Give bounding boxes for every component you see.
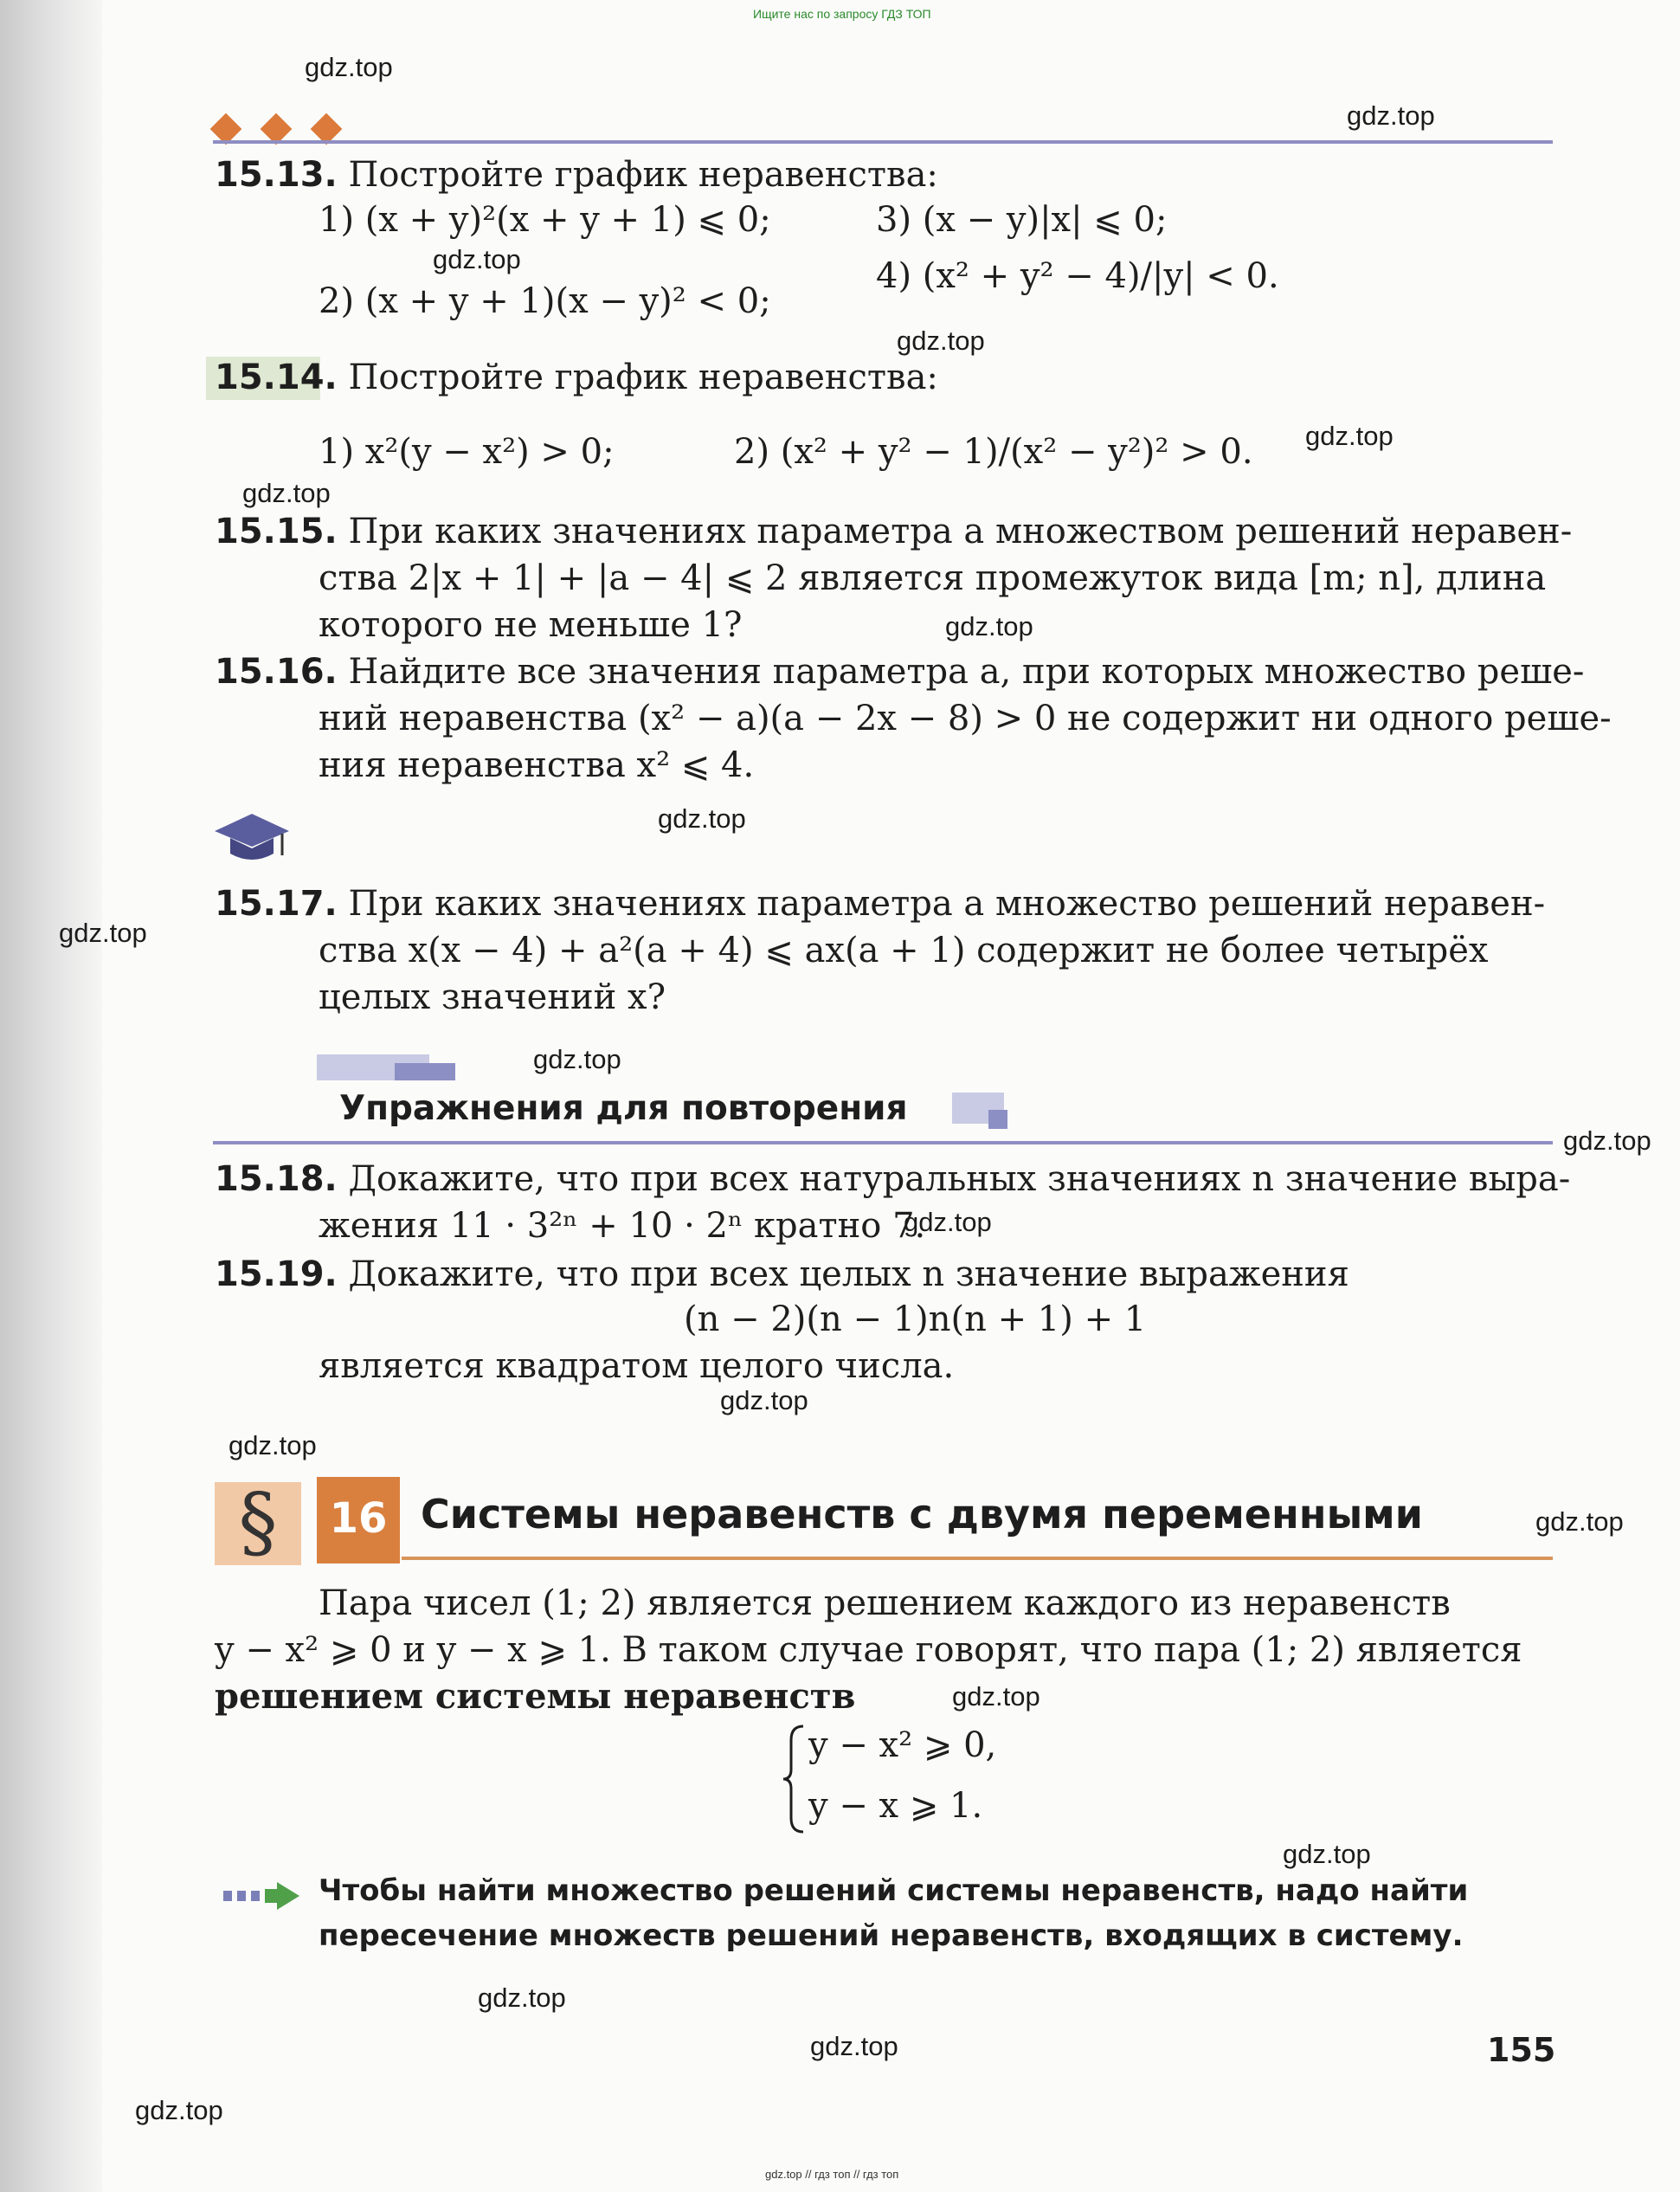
problem-15-13-item-2: 2) (x + y + 1)(x − y)² < 0; <box>319 281 771 321</box>
watermark: gdz.top <box>533 1044 621 1074</box>
heading-decor <box>988 1110 1007 1129</box>
watermark: gdz.top <box>433 244 521 274</box>
review-rule <box>213 1141 1553 1144</box>
watermark: gdz.top <box>135 2095 223 2125</box>
problem-15-19-formula: (n − 2)(n − 1)n(n + 1) + 1 <box>684 1299 1147 1339</box>
system-inequality-2: y − x ⩾ 1. <box>808 1786 983 1826</box>
watermark: gdz.top <box>945 611 1033 641</box>
problem-15-13-item-4: 4) (x² + y² − 4)/|y| < 0. <box>876 256 1279 296</box>
watermark: gdz.top <box>229 1430 317 1460</box>
problem-15-17-line-3: целых значений x? <box>319 977 666 1017</box>
problem-15-17-line-1: 15.17. При каких значениях параметра a множество решений неравен- <box>215 884 1546 924</box>
watermark: gdz.top <box>810 2031 898 2061</box>
section-paragraph-line-2: y − x² ⩾ 0 и y − x ⩾ 1. В таком случае говорят, что пара (1; 2) является <box>215 1630 1522 1670</box>
section-number-badge <box>317 1477 400 1563</box>
problem-15-14-item-1: 1) x²(y − x²) > 0; <box>319 432 615 472</box>
page-number: 155 <box>1487 2031 1556 2069</box>
book-spine-shadow <box>0 0 102 2192</box>
problem-15-13-item-3: 3) (x − y)|x| ⩽ 0; <box>876 200 1168 240</box>
problem-15-15-line-3: которого не меньше 1? <box>319 605 743 645</box>
review-heading: Упражнения для повторения <box>339 1089 908 1128</box>
problem-15-13-heading: 15.13. Постройте график неравенства: <box>215 155 938 195</box>
graduation-cap-icon <box>213 810 291 871</box>
problem-15-14-heading: 15.14. Постройте график неравенства: <box>215 358 938 397</box>
watermark: gdz.top <box>242 478 331 508</box>
top-rule <box>213 140 1553 144</box>
watermark: gdz.top <box>658 803 746 834</box>
section-title: Системы неравенств с двумя переменными <box>421 1491 1423 1538</box>
section-paragraph-line-3: решением системы неравенств <box>215 1676 856 1717</box>
watermark: gdz.top <box>1535 1506 1624 1537</box>
rule-text-line-2: пересечение множеств решений неравенств, входящих в систему. <box>319 1918 1464 1953</box>
watermark: gdz.top <box>1347 100 1435 131</box>
section-sign-badge <box>215 1477 301 1568</box>
problem-15-18-line-1: 15.18. Докажите, что при всех натуральных значениях n значение выра- <box>215 1159 1571 1199</box>
section-number: 16 <box>329 1494 388 1543</box>
watermark: gdz.top <box>1283 1839 1371 1869</box>
watermark: gdz.top <box>59 918 147 948</box>
arrow-icon <box>223 1879 303 1917</box>
watermark: gdz.top <box>720 1385 808 1415</box>
watermark: gdz.top <box>1563 1125 1651 1156</box>
problem-15-14-item-2: 2) (x² + y² − 1)/(x² − y²)² > 0. <box>734 432 1253 472</box>
problem-15-16-line-2: ний неравенства (x² − a)(a − 2x − 8) > 0 не содержит ни одного реше- <box>319 699 1612 738</box>
rule-text-line-1: Чтобы найти множество решений системы неравенств, надо найти <box>319 1873 1469 1908</box>
top-note: Ищите нас по запросу ГДЗ ТОП <box>753 7 931 21</box>
problem-15-16-line-3: ния неравенства x² ⩽ 4. <box>319 745 755 785</box>
system-brace <box>781 1723 807 1839</box>
problem-15-17-line-2: ства x(x − 4) + a²(a + 4) ⩽ ax(a + 1) содержит не более четырёх <box>319 931 1489 970</box>
section-paragraph-line-1: Пара чисел (1; 2) является решением каждого из неравенств <box>319 1583 1451 1623</box>
watermark: gdz.top <box>305 52 393 82</box>
system-inequality-1: y − x² ⩾ 0, <box>808 1725 997 1765</box>
problem-15-15-line-2: ства 2|x + 1| + |a − 4| ⩽ 2 является промежуток вида [m; n], длина <box>319 558 1547 598</box>
section-sign-icon: § <box>238 1477 278 1568</box>
bottom-note: gdz.top // гдз топ // гдз топ <box>765 2168 899 2181</box>
problem-15-13-item-1: 1) (x + y)²(x + y + 1) ⩽ 0; <box>319 200 771 240</box>
watermark: gdz.top <box>952 1681 1040 1712</box>
watermark: gdz.top <box>478 1982 566 2013</box>
heading-decor <box>395 1063 455 1080</box>
watermark: gdz.top <box>904 1207 992 1237</box>
watermark: gdz.top <box>1305 421 1394 451</box>
problem-15-19-line-3: является квадратом целого числа. <box>319 1346 955 1386</box>
problem-15-16-line-1: 15.16. Найдите все значения параметра a, при которых множество реше- <box>215 652 1585 692</box>
problem-15-19-line-1: 15.19. Докажите, что при всех целых n значение выражения <box>215 1254 1349 1294</box>
problem-15-15-line-1: 15.15. При каких значениях параметра a множеством решений неравен- <box>215 512 1573 551</box>
problem-15-18-line-2: жения 11 · 3²ⁿ + 10 · 2ⁿ кратно 7. <box>319 1206 926 1246</box>
watermark: gdz.top <box>897 326 985 356</box>
section-rule <box>402 1557 1553 1560</box>
